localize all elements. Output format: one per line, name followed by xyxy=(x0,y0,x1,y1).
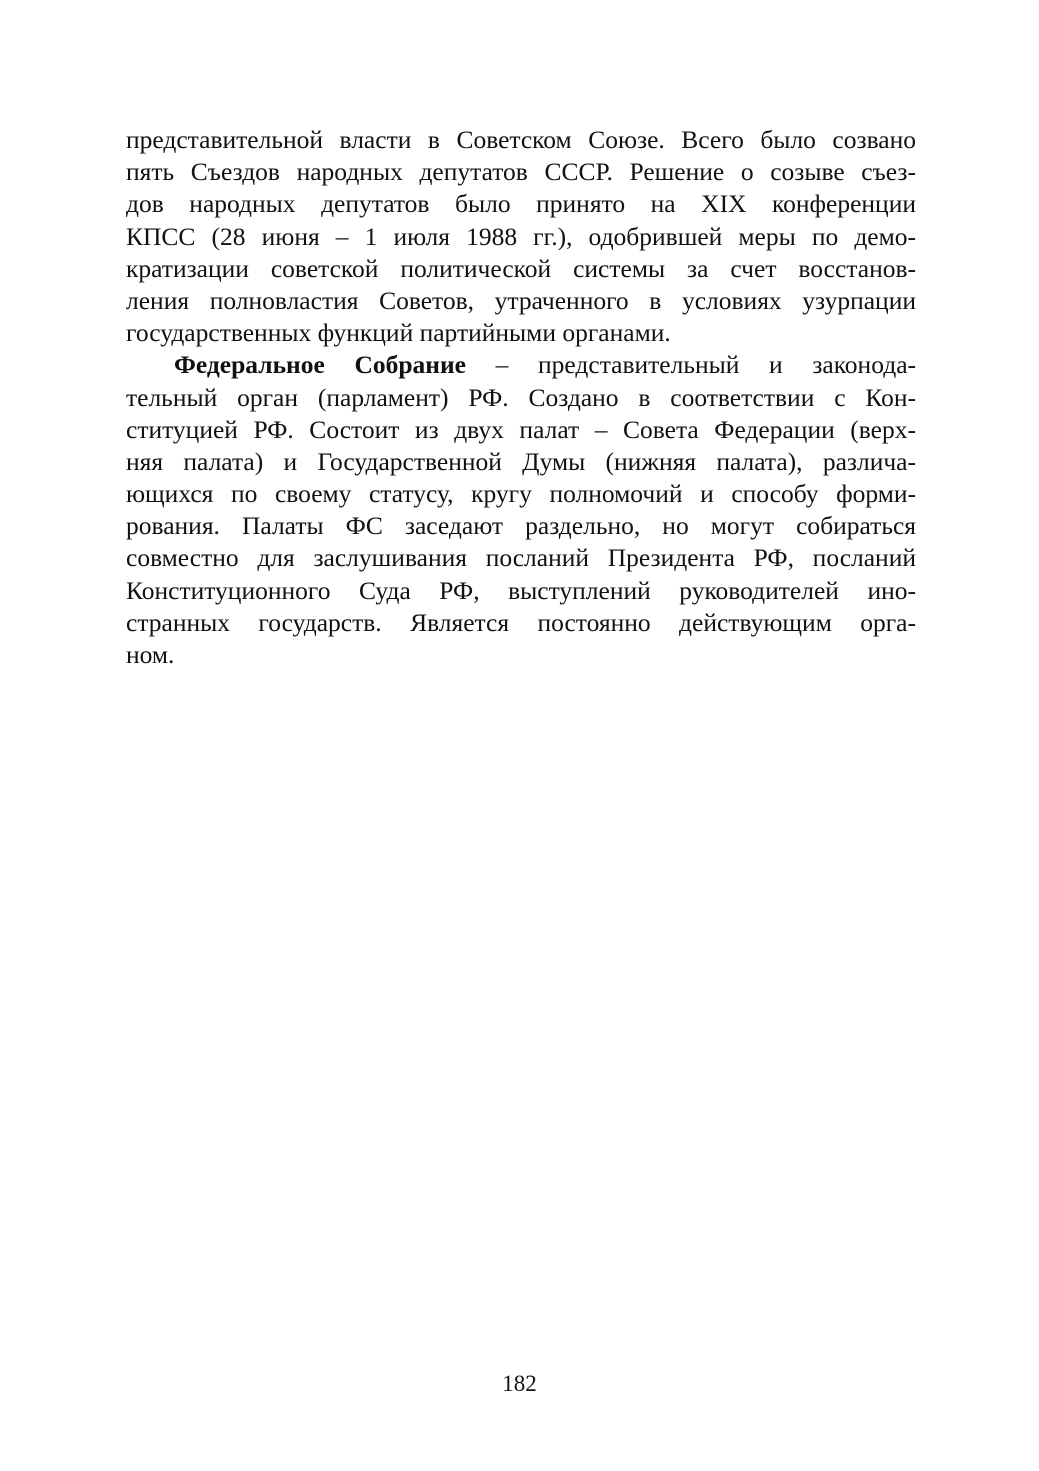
text-line: ющихся по своему статусу, кругу полномочий и способу форми- xyxy=(126,479,916,509)
paragraph-federal-assembly xyxy=(126,349,916,671)
text-line: КПСС (28 июня – 1 июля 1988 гг.), одобрившей меры по демо- xyxy=(126,221,916,251)
text-line: представительной власти в Советском Союзе. Всего было созвано xyxy=(126,125,916,154)
paragraph-soviet-congress xyxy=(126,124,916,349)
text-line: ном. xyxy=(126,640,175,669)
text-line: совместно для заслушивания посланий Президента РФ, посланий xyxy=(126,543,916,573)
text-line: кратизации советской политической системы за счет восстанов- xyxy=(126,253,916,283)
text-line: государственных функций партийными органами. xyxy=(126,318,671,348)
body-text xyxy=(126,124,916,671)
text-line: тельный орган (парламент) РФ. Создано в соответствии с Кон- xyxy=(126,382,916,412)
text-line: Конституционного Суда РФ, выступлений руководителей ино- xyxy=(126,575,916,605)
text-line: ституцией РФ. Состоит из двух палат – Совета Федерации (верх- xyxy=(126,414,916,444)
text-line: ления полновластия Советов, утраченного в условиях узурпации xyxy=(126,285,916,315)
page-number: 182 xyxy=(502,1371,537,1396)
defined-term: Федеральное Собрание xyxy=(174,350,466,380)
text-fragment: – представительный и законода- xyxy=(466,350,917,380)
text-line: рования. Палаты ФС заседают раздельно, но могут собираться xyxy=(126,511,916,541)
text-line-first xyxy=(126,349,916,381)
text-line: дов народных депутатов было принято на XIX конференции xyxy=(126,189,916,219)
text-line: пять Съездов народных депутатов СССР. Решение о созыве съез- xyxy=(126,157,916,187)
text-line: няя палата) и Государственной Думы (нижняя палата), различа- xyxy=(126,446,916,476)
text-line: странных государств. Является постоянно действующим орга- xyxy=(126,607,916,637)
